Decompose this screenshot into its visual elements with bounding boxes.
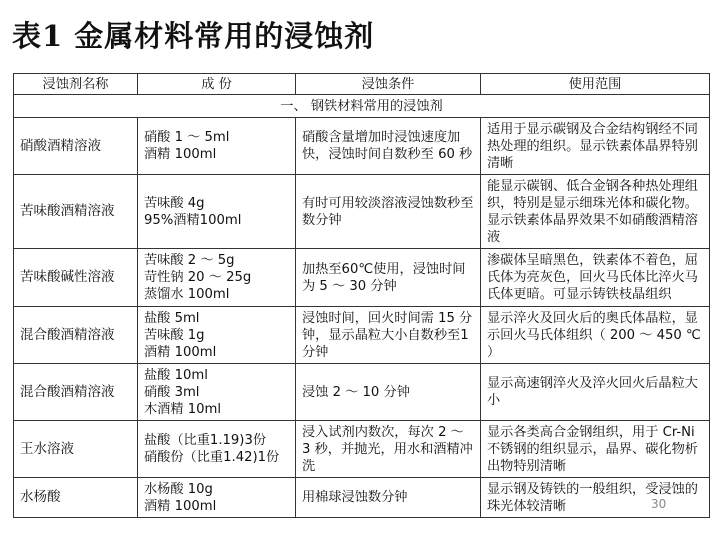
page-title: 表1 金属材料常用的浸蚀剂 bbox=[12, 19, 375, 53]
row-composition: 盐酸 5ml 苦味酸 1g 酒精 100ml bbox=[138, 307, 296, 364]
section-row bbox=[14, 95, 710, 118]
row-condition: 浸入试剂内数次，每次 2 ～ 3 秒，并抛光，用水和酒精冲洗 bbox=[296, 421, 481, 478]
row-name: 混合酸酒精溶液 bbox=[14, 364, 138, 421]
row-usage: 显示淬火及回火后的奥氏体晶粒，显示回火马氏体组织（ 200 ～ 450 ℃ ） bbox=[481, 307, 710, 364]
row-composition: 苦味酸 4g 95%酒精100ml bbox=[138, 175, 296, 249]
header-name: 浸蚀剂名称 bbox=[14, 74, 138, 95]
table-row bbox=[14, 249, 710, 307]
row-name: 混合酸酒精溶液 bbox=[14, 307, 138, 364]
row-condition: 有时可用较淡溶液浸蚀数秒至数分钟 bbox=[296, 175, 481, 249]
row-usage: 能显示碳钢、低合金钢各种热处理组织，特别是显示细珠光体和碳化物。显示铁素体晶界效果不如硝酸酒精溶液 bbox=[481, 175, 710, 249]
row-name: 水杨酸 bbox=[14, 478, 138, 518]
table-row bbox=[14, 364, 710, 421]
page-number: 30 bbox=[651, 497, 667, 511]
header-condition: 浸蚀条件 bbox=[296, 74, 481, 95]
table-header-row bbox=[14, 74, 710, 95]
row-composition: 盐酸（比重1.19)3份 硝酸份（比重1.42)1份 bbox=[138, 421, 296, 478]
row-composition: 水杨酸 10g 酒精 100ml bbox=[138, 478, 296, 518]
row-composition: 苦味酸 2 ～ 5g 苛性钠 20 ～ 25g 蒸馏水 100ml bbox=[138, 249, 296, 307]
row-name: 硝酸酒精溶液 bbox=[14, 118, 138, 175]
row-name: 苦味酸碱性溶液 bbox=[14, 249, 138, 307]
row-composition: 盐酸 10ml 硝酸 3ml 木酒精 10ml bbox=[138, 364, 296, 421]
etchant-table bbox=[13, 73, 710, 518]
table-row bbox=[14, 478, 710, 518]
section-title: 一、 钢铁材料常用的浸蚀剂 bbox=[14, 95, 710, 118]
row-usage: 适用于显示碳钢及合金结构钢经不同热处理的组织。显示铁素体晶界特别清晰 bbox=[481, 118, 710, 175]
row-name: 王水溶液 bbox=[14, 421, 138, 478]
table-row bbox=[14, 175, 710, 249]
row-condition: 硝酸含量增加时浸蚀速度加快，浸蚀时间自数秒至 60 秒 bbox=[296, 118, 481, 175]
row-composition: 硝酸 1 ～ 5ml 酒精 100ml bbox=[138, 118, 296, 175]
table-row bbox=[14, 307, 710, 364]
row-usage: 显示各类高合金钢组织，用于 Cr-Ni 不锈钢的组织显示，晶界、碳化物析出物特别清晰 bbox=[481, 421, 710, 478]
row-condition: 加热至60℃使用，浸蚀时间为 5 ～ 30 分钟 bbox=[296, 249, 481, 307]
row-condition: 浸蚀时间，回火时间需 15 分钟，显示晶粒大小自数秒至1分钟 bbox=[296, 307, 481, 364]
row-condition: 浸蚀 2 ～ 10 分钟 bbox=[296, 364, 481, 421]
row-name: 苦味酸酒精溶液 bbox=[14, 175, 138, 249]
row-usage: 显示高速钢淬火及淬火回火后晶粒大小 bbox=[481, 364, 710, 421]
table-row bbox=[14, 421, 710, 478]
row-usage: 显示钢及铸铁的一般组织，受浸蚀的珠光体较清晰 bbox=[481, 478, 710, 518]
table-row bbox=[14, 118, 710, 175]
row-condition: 用棉球浸蚀数分钟 bbox=[296, 478, 481, 518]
row-usage: 渗碳体呈暗黑色，铁素体不着色，屈氏体为亮灰色，回火马氏体比淬火马氏体更暗。可显示铸铁枝晶组织 bbox=[481, 249, 710, 307]
header-usage: 使用范围 bbox=[481, 74, 710, 95]
header-composition: 成 份 bbox=[138, 74, 296, 95]
